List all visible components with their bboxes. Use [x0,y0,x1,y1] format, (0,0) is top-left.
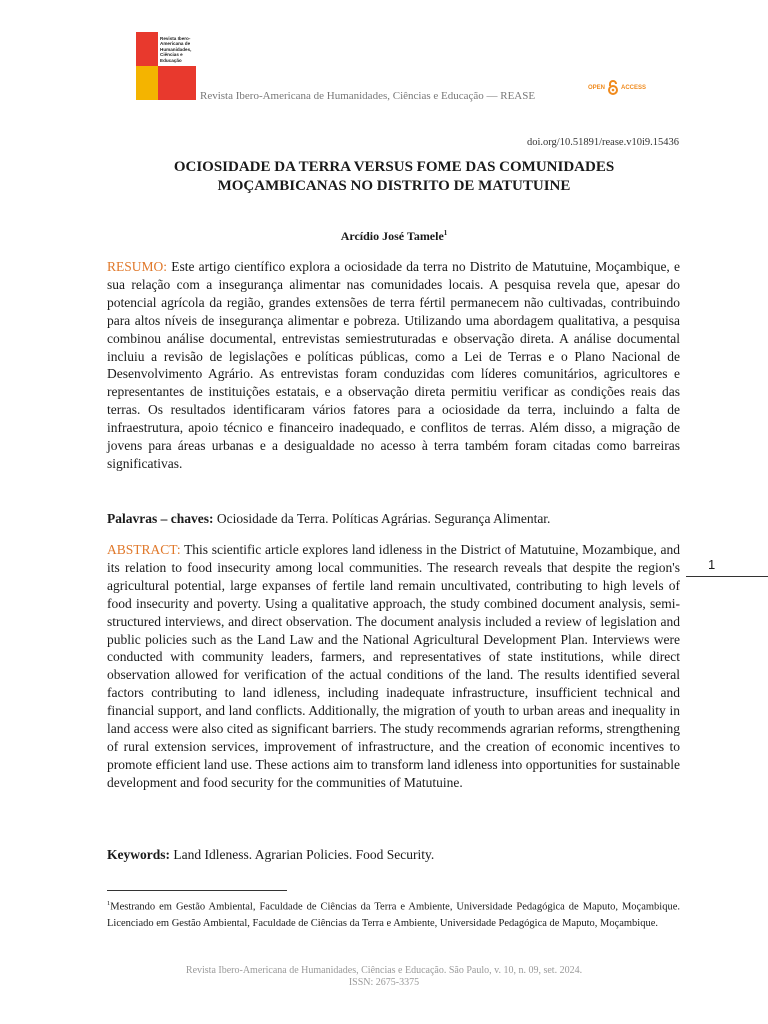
palavras-chave-text: Ociosidade da Terra. Políticas Agrárias. Segurança Alimentar. [213,511,551,526]
resumo-label: RESUMO: [107,259,168,274]
palavras-chave [107,510,680,528]
footnote-mark: 1 [107,900,111,907]
resumo-paragraph [107,258,680,473]
open-access-badge[interactable] [588,80,646,96]
abstract-paragraph [107,541,680,792]
logo-block-top [136,32,158,66]
footnote-text: Mestrando em Gestão Ambiental, Faculdade de Ciências da Terra e Ambiente, Universidade Pedagógica de Maputo, Moçambique. Licenciado em Gestão Ambiental, Faculdade de Ciências da Terra e Ambiente, Universidade Pedagógica de Maputo, Moçambique. [107,901,680,929]
abstract-text: This scientific article explores land idleness in the District of Matutuine, Mozambique, and its relation to food insecurity among local communities. The research reveals that despite the region's agricultural potential, large expanses of fertile land remain uncultivated, contributing to high levels of food insecurity and poverty. Using a qualitative approach, the study combined document analysis, semi-structured interviews, and direct observation. The document analysis included a review of legislation and public policies such as the Land Law and the National Agricultural Development Plan. Interviews were conducted with community leaders, farmers, and representatives of state institutions, while direct observation allowed for verification of the actual conditions of the land. The results identified several factors contributing to land idleness, including inadequate infrastructure, insufficient technical and financial support, and land conflicts. Additionally, the migration of youth to urban areas and inequality in land access were also cited as significant barriers. The study recommends agrarian reforms, strengthening of rural extension services, improvement of infrastructure, and the creation of economic incentives to promote efficient land use. These actions aim to transform land idleness into opportunities for sustainable development and food security for the communities of Matutuine. [107,542,680,790]
logo-block-right [158,66,196,100]
doi-link[interactable]: doi.org/10.51891/rease.v10i9.15436 [526,137,679,148]
open-label: OPEN [588,85,606,91]
open-access-lock-icon [607,80,619,96]
article-title [107,158,681,196]
footer-issn: ISSN: 2675-3375 [348,977,420,988]
title-line-1: OCIOSIDADE DA TERRA VERSUS FOME DAS COMUNIDADES [173,159,615,175]
title-line-2: MOÇAMBICANAS NO DISTRITO DE MATUTUINE [217,178,571,194]
resumo-text: Este artigo científico explora a ociosidade da terra no Distrito de Matutuine, Moçambique, e sua relação com a insegurança alimentar nas comunidades locais. A pesquisa revela que, apesar do potencial agrícola da região, grandes extensões de terra fértil permanecem não cultivadas, contribuindo para altos níveis de insegurança alimentar e pobreza. Utilizando uma abordagem qualitativa, a pesquisa combinou análise documental, entrevistas semiestruturadas e observação direta. A análise documental incluiu a revisão de legislações e políticas públicas, como a Lei de Terras e o Plano Nacional de Desenvolvimento Agrário. As entrevistas foram conduzidas com líderes comunitários, agricultores e representantes de instituições estatais, e a observação direta permitiu verificar as condições reais das terras. Os resultados identificaram vários fatores para a ociosidade da terra, incluindo a falta de infraestrutura, apoio técnico e financeiro inadequado, e conflitos de terras. Além disso, a migração de jovens para áreas urbanas e a desigualdade no acesso à terra também foram citadas como barreiras significativas. [107,259,680,471]
footer-citation: Revista Ibero-Americana de Humanidades, Ciências e Educação. São Paulo, v. 10, n. 09, set. 2024. [185,965,583,976]
logo-block-yellow [136,66,158,100]
palavras-chave-label: Palavras – chaves: [107,511,214,526]
author [107,229,681,244]
logo-text: Revista Ibero-Americana de Humanidades, Ciências e Educação [160,36,192,63]
author-name: Arcídio José Tamele [340,229,444,243]
abstract-label: ABSTRACT: [107,542,181,557]
page-number-rule [686,576,768,577]
journal-header: Revista Ibero-Americana de Humanidades, Ciências e Educação — REASE [200,90,536,102]
keywords [107,846,680,864]
keywords-label: Keywords: [107,847,170,862]
footnote [107,896,680,932]
access-label: ACCESS [621,85,647,91]
author-footnote-mark[interactable]: 1 [443,229,448,237]
keywords-text: Land Idleness. Agrarian Policies. Food Security. [170,847,435,862]
page-footer [0,965,768,989]
footnote-divider [107,890,287,891]
page-number: 1 [708,557,716,572]
